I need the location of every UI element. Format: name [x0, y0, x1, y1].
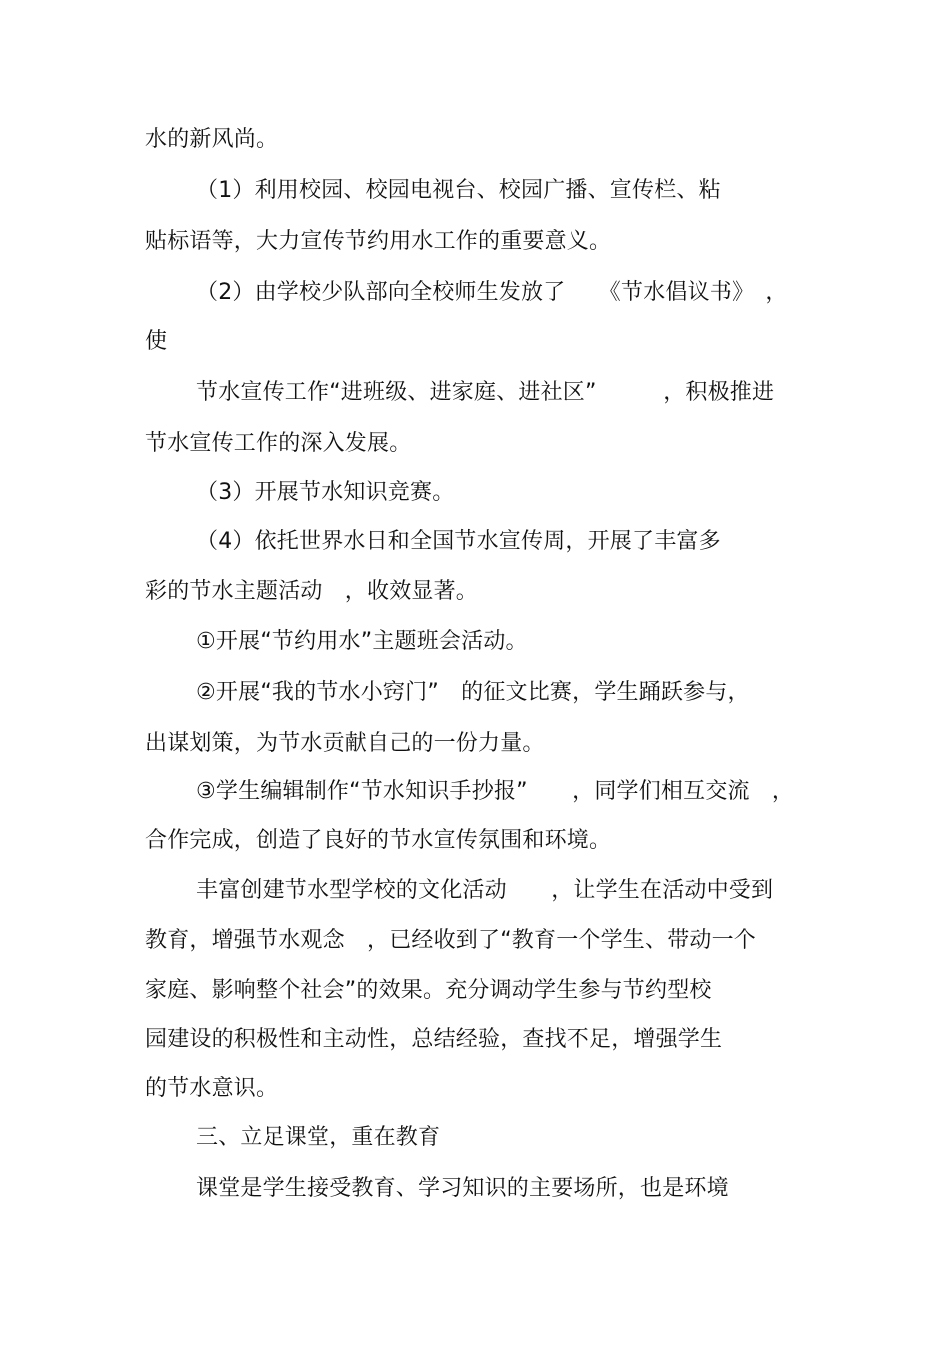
text-line-12: ②开展“我的节水小窍门” 的征文比赛，学生踊跃参与， — [196, 680, 750, 705]
text-line-6: 节水宣传工作“进班级、进家庭、进社区” ，积极推进 — [196, 380, 775, 405]
text-line-17: 教育，增强节水观念 ，已经收到了“教育一个学生、带动一个 — [145, 928, 756, 953]
text-line-3: 贴标语等，大力宣传节约用水工作的重要意义。 — [145, 229, 612, 254]
text-line-14: ③学生编辑制作“节水知识手抄报” ，同学们相互交流 ， — [196, 779, 795, 804]
text-line-7: 节水宣传工作的深入发展。 — [145, 431, 412, 456]
text-line-19: 园建设的积极性和主动性，总结经验，查找不足，增强学生 — [145, 1027, 723, 1052]
text-line-2: （1）利用校园、校园电视台、校园广播、宣传栏、粘 — [196, 178, 721, 203]
text-line-18: 家庭、影响整个社会”的效果。充分调动学生参与节约型校 — [145, 978, 712, 1003]
text-line-16: 丰富创建节水型学校的文化活动 ，让学生在活动中受到 — [196, 878, 774, 903]
text-line-1: 水的新风尚。 — [145, 127, 279, 152]
text-line-13: 出谋划策，为节水贡献自己的一份力量。 — [145, 731, 545, 756]
text-line-20: 的节水意识。 — [145, 1076, 279, 1101]
text-line-15: 合作完成，创造了良好的节水宣传氛围和环境。 — [145, 828, 612, 853]
text-line-4: （2）由学校少队部向全校师生发放了 《节水倡议书》 ， — [196, 280, 788, 305]
section-heading: 三、立足课堂，重在教育 — [196, 1125, 441, 1150]
text-line-10: 彩的节水主题活动 ，收效显著。 — [145, 579, 479, 604]
text-line-5: 使 — [145, 329, 168, 354]
text-line-11: ①开展“节约用水”主题班会活动。 — [196, 629, 528, 654]
text-line-8: （3）开展节水知识竞赛。 — [196, 480, 455, 505]
text-line-9: （4）依托世界水日和全国节水宣传周，开展了丰富多 — [196, 529, 721, 554]
text-line-22: 课堂是学生接受教育、学习知识的主要场所，也是环境 — [196, 1176, 729, 1201]
